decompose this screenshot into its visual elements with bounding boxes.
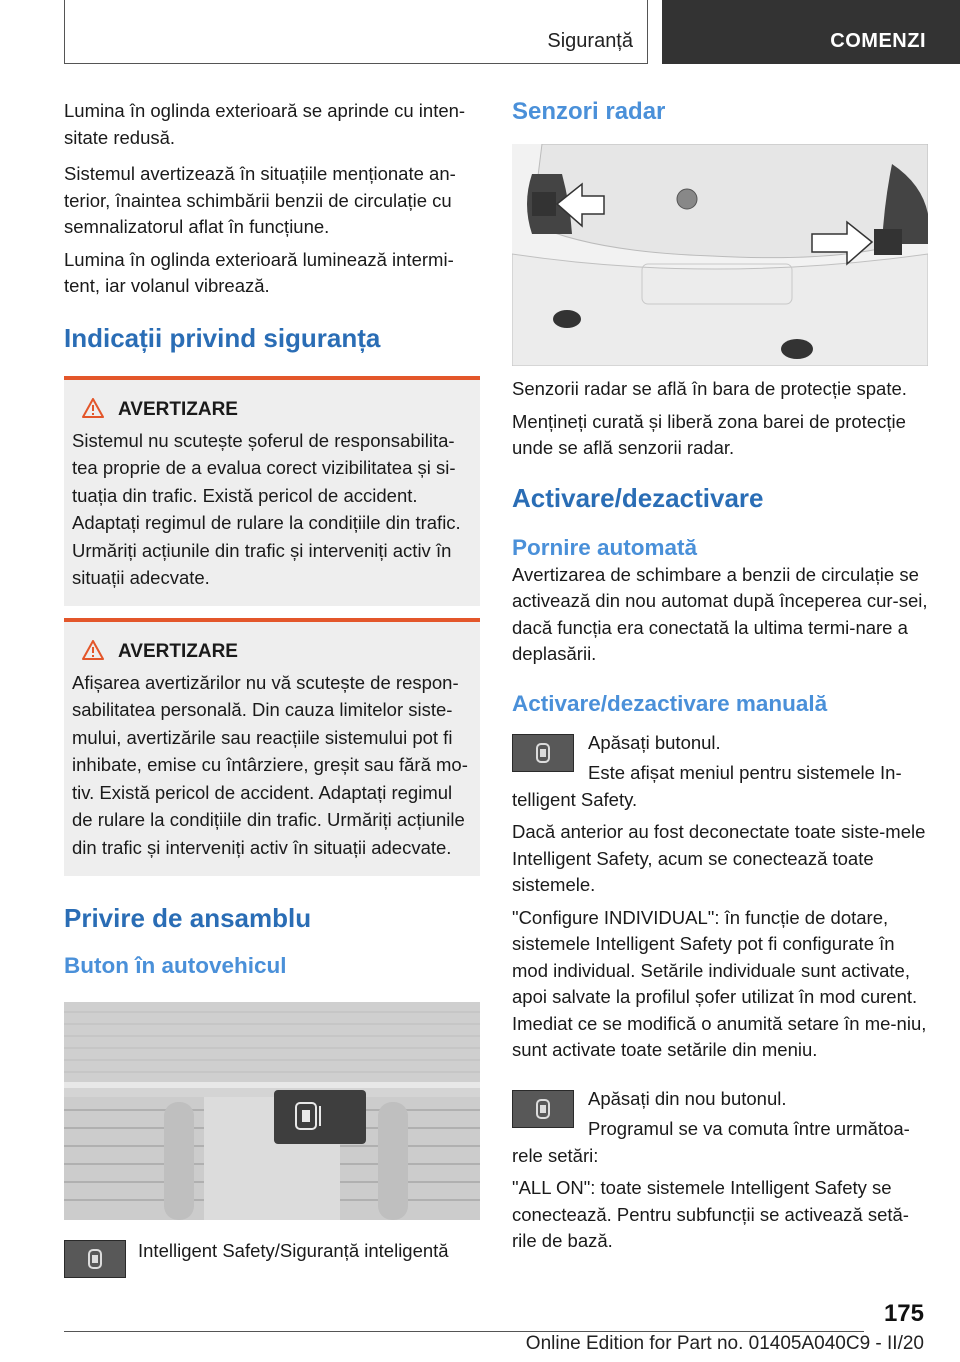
warning-text: Sistemul nu scutește șoferul de responsabilita-tea proprie de a evalua corect vizibilitatea și si-tuația din trafic. Există pericol de accident. Adaptați regimul de rulare la condițiile din trafic. Urmăriți acțiunile din trafic și interveniți activ în situații adecvate. [72, 429, 461, 588]
manual-step-2 [512, 1086, 928, 1170]
paragraph: "Configure INDIVIDUAL": în funcție de dotare, sistemele Intelligent Safety pot fi configurate în mod individual. Setările individuale sunt activate, apoi salvate la profilul șofer utilizat în mod curent. Imediat ce se modifică o anumită setare în me-niu, sunt activate toate setările din meniu. [512, 906, 927, 1060]
heading-manual-activation: Activare/dezactivare manuală [512, 690, 828, 716]
warning-title: AVERTIZARE [118, 399, 238, 420]
heading-automatic-start: Pornire automată [512, 534, 698, 560]
warning-box [64, 376, 480, 606]
step-text: Apăsați butonul. [588, 731, 721, 753]
paragraph: Senzorii radar se află în bara de protecție spate. [512, 378, 907, 399]
paragraph: Lumina în oglinda exterioară se aprinde cu inten-sitate redusă. [64, 100, 466, 148]
heading-radar-sensors: Senzori radar [512, 98, 666, 125]
page-number: 175 [883, 1300, 924, 1327]
intelligent-safety-icon [512, 734, 574, 772]
manual-step-1 [512, 730, 928, 814]
heading-overview: Privire de ansamblu [64, 902, 312, 933]
warning-text: Afișarea avertizărilor nu vă scutește de respon-sabilitatea personală. Din cauza limitelor siste-mului, avertizările sau reacțiile sistemului pot fi inhibate, emise cu întârziere, greșit sau fără mo-tiv. Există pericol de accident. Adaptați regimul de rulare la condițiile din trafic. Urmăriți acțiunile din trafic și interveniți activ în situații adecvate. [72, 671, 468, 858]
intelligent-safety-icon [64, 1240, 126, 1278]
footer-divider [64, 1331, 864, 1332]
right-column [512, 98, 928, 1265]
warning-title: AVERTIZARE [118, 641, 238, 662]
step-text: Este afișat meniul pentru sistemele In-telligent Safety. [512, 762, 902, 810]
step-text: Apăsați din nou butonul. [588, 1087, 787, 1109]
left-column [64, 98, 480, 1278]
button-legend [64, 1240, 480, 1278]
warning-triangle-icon [82, 398, 104, 423]
heading-button-in-vehicle: Buton în autovehicul [64, 952, 287, 978]
heading-activate-deactivate: Activare/dezactivare [512, 482, 764, 513]
footer-edition: Online Edition for Part no. 01405A040C9 - II/20 [525, 1333, 924, 1354]
button-caption: Intelligent Safety/Siguranță inteligentă [138, 1239, 449, 1261]
paragraph: Avertizarea de schimbare a benzii de circulație se activează din nou automat după începerea cur-sei, dacă funcția era conectată la ultima termi-nare a deplasării. [512, 563, 928, 664]
warning-triangle-icon [82, 640, 104, 665]
header-chapter-tab [662, 0, 960, 64]
rear-bumper-photo [512, 144, 928, 366]
paragraph: "ALL ON": toate sistemele Intelligent Safety se conectează. Pentru subfuncții se activează setă-rile de bază. [512, 1177, 909, 1251]
step-text: Programul se va comuta între următoa-rele setări: [512, 1118, 910, 1166]
intelligent-safety-icon [512, 1090, 574, 1128]
header-chapter-title: COMENZI [830, 30, 926, 52]
heading-safety-notes: Indicații privind siguranța [64, 322, 381, 353]
paragraph: Sistemul avertizează în situațiile menționate an-terior, înaintea schimbării benzii de circulație cu semnalizatorul aflat în funcțiune. [64, 163, 456, 237]
warning-box [64, 618, 480, 876]
header-section-title: Siguranță [547, 30, 633, 52]
paragraph: Lumina în oglinda exterioară luminează intermi-tent, iar volanul vibrează. [64, 248, 454, 296]
header-section-tab [64, 0, 648, 64]
paragraph: Mențineți curată și liberă zona barei de protecție unde se află senzorii radar. [512, 410, 906, 458]
paragraph: Dacă anterior au fost deconectate toate siste-mele Intelligent Safety, acum se conectează toate sistemele. [512, 821, 926, 895]
dashboard-button-photo [64, 1002, 480, 1220]
